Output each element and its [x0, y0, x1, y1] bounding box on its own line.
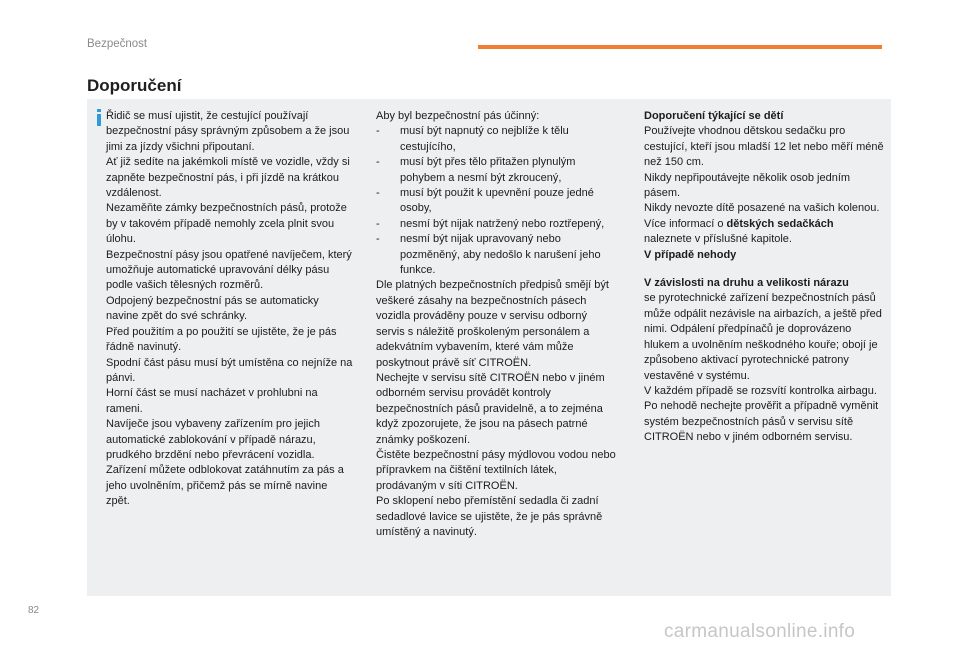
info-icon [97, 109, 101, 126]
paragraph: Odpojený bezpečnostní pás se automaticky navine zpět do své schránky. [106, 294, 319, 323]
paragraph: Po sklopení nebo přemístění sedadla či zadní sedadlové lavice se ujistěte, že je pás správně umístěný a navinutý. [376, 495, 603, 538]
section-label: Bezpečnost [87, 38, 148, 50]
requirements-list [376, 124, 616, 278]
paragraph: Navíječe jsou vybaveny zařízením pro jejich automatické zablokování v případě nárazu, prudkého brzdění nebo převrácení vozidla. [106, 418, 320, 461]
paragraph: Nechejte v servisu sítě CITROËN nebo v jiném odborném servisu provádět kontroly bezpečnostních pásů pravidelně, a to zejména když zpozorujete, že jsou na pásech patrné známky poškození. [376, 371, 605, 446]
list-item: - nesmí být nijak natržený nebo roztřepený, [376, 217, 616, 232]
column-driver-guidance [106, 109, 354, 510]
accident-heading: V případě nehody [644, 248, 737, 261]
paragraph: Používejte vhodnou dětskou sedačku pro cestující, kteří jsou mladší 12 let nebo měří méně než 150 cm. [644, 125, 884, 169]
more-info-suffix: naleznete v příslušné kapitole. [644, 233, 792, 246]
paragraph: Čistěte bezpečnostní pásy mýdlovou vodou nebo přípravkem na čištění textilních látek, prodávaným v síti CITROËN. [376, 448, 616, 492]
paragraph: se pyrotechnické zařízení bezpečnostních pásů může odpálit nezávisle na airbazích, a ještě před nimi. Odpálení předpínačů je doprovázeno hlukem a uvolněním neškodného kouře; obojí je způsobeno aktivací pyrotechnické patrony vestavěné v systému. [644, 292, 882, 382]
impact-heading: V závislosti na druhu a velikosti nárazu [644, 277, 849, 290]
watermark: carmanualsonline.info [664, 621, 856, 642]
paragraph: V každém případě se rozsvítí kontrolka airbagu. [644, 384, 877, 397]
paragraph: Horní část se musí nacházet v prohlubni na rameni. [106, 387, 318, 415]
paragraph: Ať již sedíte na jakémkoli místě ve vozidle, vždy si zapněte bezpečnostní pás, i při jízdě na krátkou vzdálenost. [106, 156, 350, 200]
header-accent-bar [478, 45, 882, 49]
page-number: 82 [28, 605, 40, 616]
paragraph: Před použitím a po použití se ujistěte, že je pás řádně navinutý. [106, 325, 337, 354]
list-item: - musí být přes tělo přitažen plynulým pohybem a nesmí být zkroucený, [376, 155, 616, 186]
list-item: - musí být použit k upevnění pouze jedné osoby, [376, 186, 616, 217]
paragraph: Řidič se musí ujistit, že cestující používají bezpečnostní pásy správným způsobem a že jsou jimi za jízdy všichni připoutaní. [106, 110, 350, 153]
paragraph: Nikdy nevozte dítě posazené na vašich kolenou. [644, 202, 880, 215]
list-intro: Aby byl bezpečnostní pás účinný: [376, 110, 540, 122]
paragraph: Dle platných bezpečnostních předpisů smějí být veškeré zásahy na bezpečnostních pásech vozidla prováděny pouze v servisu odborný servis s náležitě proškoleným personálem a adekvátním vybavením, které vám může poskytnout právě síť CITROËN. [376, 279, 609, 369]
paragraph: Bezpečnostní pásy jsou opatřené navíječem, který umožňuje automatické upravování délky pásu podle vašich tělesných rozměrů. [106, 248, 352, 292]
more-info-prefix: Více informací o [644, 217, 727, 230]
paragraph: Nezaměňte zámky bezpečnostních pásů, protože by v takovém případě nemohly zcela plnit svou úlohu. [106, 202, 347, 246]
paragraph: Zařízení můžete odblokovat zatáhnutím za pás a jeho uvolněním, přičemž pás se mírně navine zpět. [106, 464, 344, 508]
paragraph: Spodní část pásu musí být umístěna co nejníže na pánvi. [106, 356, 353, 384]
page-title: Doporučení [87, 76, 182, 95]
list-item: - nesmí být nijak upravovaný nebo pozměněný, aby nedošlo k narušení jeho funkce. [376, 232, 616, 278]
paragraph: Po nehodě nechejte prověřit a případně vyměnit systém bezpečnostních pásů v servisu sítě CITROËN nebo v jiném odborném servisu. [644, 400, 879, 444]
children-heading: Doporučení týkající se dětí [644, 110, 784, 122]
column-belt-effectiveness [376, 109, 616, 540]
column-children-and-accidents [644, 109, 884, 446]
list-item: - musí být napnutý co nejblíže k tělu cestujícího, [376, 124, 616, 155]
paragraph: Nikdy nepřipoutávejte několik osob jedním pásem. [644, 171, 851, 200]
child-seats-reference-link[interactable]: dětských sedačkách [726, 217, 834, 230]
more-info-paragraph [644, 217, 884, 248]
